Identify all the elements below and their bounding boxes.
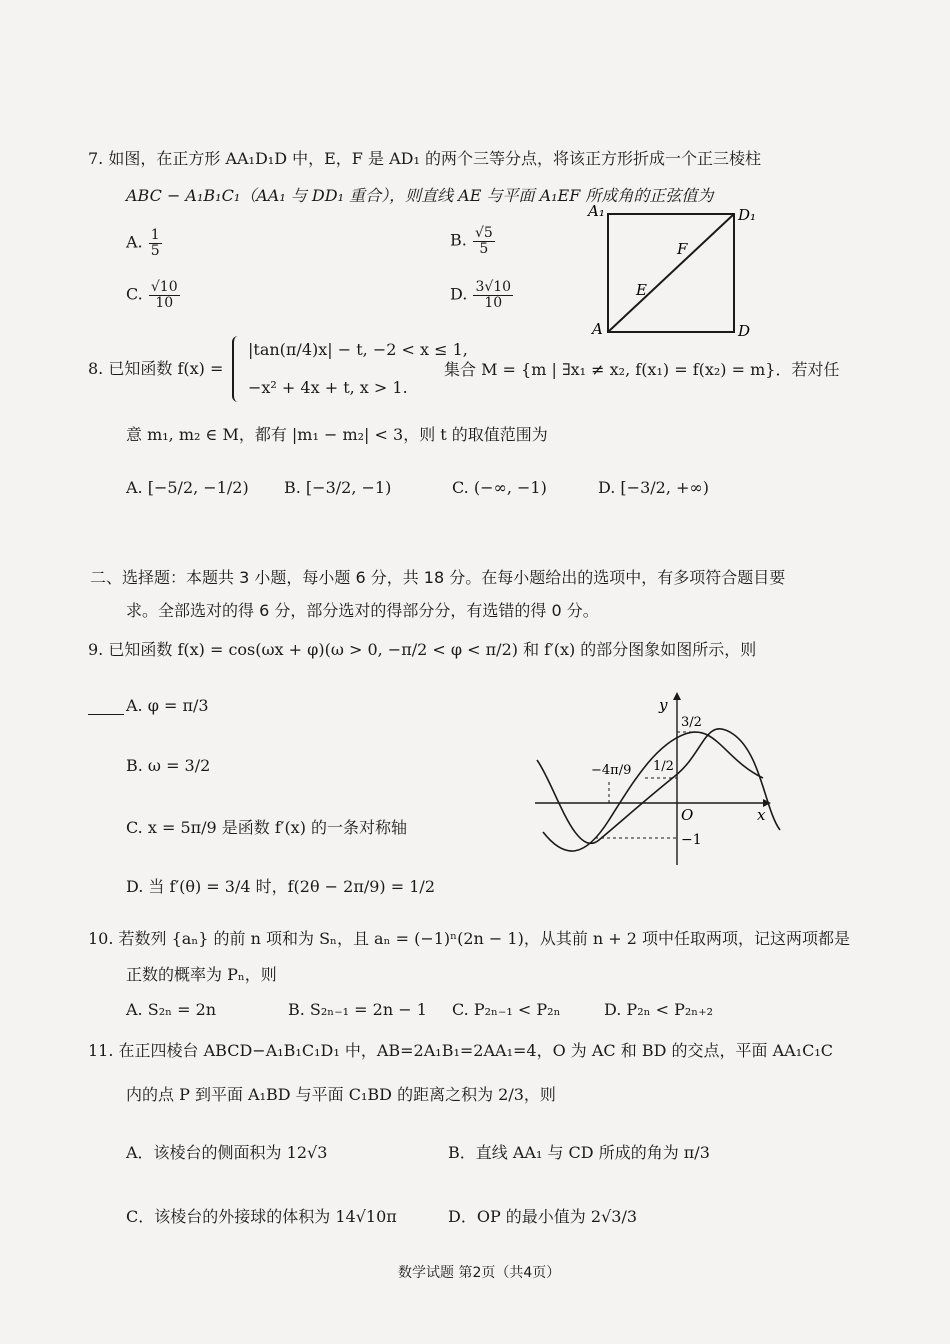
q11-line1: 11. 在正四棱台 ABCD−A₁B₁C₁D₁ 中，AB=2A₁B₁=2AA₁=4，O 为 AC 和 BD 的交点，平面 AA₁C₁C <box>88 1041 834 1060</box>
q10-option-c: C. P₂ₙ₋₁ < P₂ₙ <box>452 1000 561 1019</box>
diagonal-ad1 <box>608 214 734 332</box>
section2-line2: 求。全部选对的得 6 分，部分选对的得部分分，有选错的得 0 分。 <box>126 601 599 620</box>
q11-option-d: D．OP 的最小值为 2√3/3 <box>448 1207 638 1226</box>
label-d: D <box>738 322 751 340</box>
q11-option-b: B．直线 AA₁ 与 CD 所成的角为 π/3 <box>448 1143 710 1162</box>
label-a1: A₁ <box>588 202 605 220</box>
curve-fprime <box>537 729 780 844</box>
label-one-half: 1/2 <box>653 759 674 774</box>
q7-option-b: B. $\frac{√5}{5}$ <box>450 225 493 257</box>
q8-case2: −x² + 4x + t, x > 1. <box>248 378 408 397</box>
q10-option-b: B. S₂ₙ₋₁ = 2n − 1 <box>288 1000 427 1019</box>
q10-option-a: A. S₂ₙ = 2n <box>126 1000 217 1019</box>
label-neg-one: −1 <box>681 832 702 848</box>
q8-option-d: D. [−3/2, +∞) <box>598 478 709 497</box>
section2-line1: 二、选择题：本题共 3 小题，每小题 6 分，共 18 分。在每小题给出的选项中，有多项符合题目要 <box>90 568 786 587</box>
q7-option-c: C. $\frac{√10}{10}$ <box>126 279 178 311</box>
q7-square-figure <box>580 200 780 345</box>
q7-option-d: D. $\frac{3√10}{10}$ <box>450 279 512 311</box>
label-x: x <box>757 806 766 824</box>
q9-margin-line <box>88 714 124 715</box>
label-a: A <box>592 320 603 338</box>
q9-option-d: D. 当 f′(θ) = 3/4 时，f(2θ − 2π/9) = 1/2 <box>126 877 435 896</box>
q8-lead: 8. 已知函数 f(x) = <box>88 359 224 378</box>
q11-line2: 内的点 P 到平面 A₁BD 与平面 C₁BD 的距离之积为 2/3，则 <box>126 1085 556 1104</box>
q7-line2: ABC − A₁B₁C₁（AA₁ 与 DD₁ 重合），则直线 AE 与平面 A₁EF 所成角的正弦值为 <box>126 186 714 205</box>
q8-case1: |tan(π/4)x| − t, −2 < x ≤ 1, <box>248 340 468 359</box>
y-axis-arrow <box>673 692 681 700</box>
q7-line1: 7. 如图，在正方形 AA₁D₁D 中，E，F 是 AD₁ 的两个三等分点，将该正方形折成一个正三棱柱 <box>88 149 761 168</box>
label-d1: D₁ <box>738 206 757 224</box>
q9-stem: 9. 已知函数 f(x) = cos(ωx + φ)(ω > 0, −π/2 < φ < π/2) 和 f′(x) 的部分图象如图所示，则 <box>88 640 757 659</box>
label-neg-4pi-9: −4π/9 <box>591 763 632 778</box>
page-footer: 数学试题 第2页（共4页） <box>398 1265 561 1281</box>
q11-option-c: C．该棱台的外接球的体积为 14√10π <box>126 1207 397 1226</box>
q9-option-a: A. φ = π/3 <box>126 696 209 715</box>
q10-line2: 正数的概率为 Pₙ，则 <box>126 965 277 984</box>
q8-line2: 意 m₁, m₂ ∈ M，都有 |m₁ − m₂| < 3，则 t 的取值范围为 <box>126 425 548 444</box>
q8-option-c: C. (−∞, −1) <box>452 478 547 497</box>
q8-brace <box>232 336 242 402</box>
q8-option-a: A. [−5/2, −1/2) <box>126 478 249 497</box>
q8-set: 集合 M = {m | ∃x₁ ≠ x₂, f(x₁) = f(x₂) = m}．若对任 <box>444 360 840 379</box>
q9-option-c: C. x = 5π/9 是函数 f′(x) 的一条对称轴 <box>126 818 408 837</box>
q11-option-a: A．该棱台的侧面积为 12√3 <box>126 1143 328 1162</box>
label-origin: O <box>681 806 694 824</box>
label-e: E <box>636 281 647 299</box>
q10-line1: 10. 若数列 {aₙ} 的前 n 项和为 Sₙ，且 aₙ = (−1)ⁿ(2n − 1)，从其前 n + 2 项中任取两项，记这两项都是 <box>88 929 851 948</box>
q8-option-b: B. [−3/2, −1) <box>284 478 392 497</box>
label-f: F <box>677 240 688 258</box>
q9-option-b: B. ω = 3/2 <box>126 756 211 775</box>
q7-option-a: A. $\frac{1}{5}$ <box>126 227 160 259</box>
label-y: y <box>659 696 668 714</box>
label-three-halves: 3/2 <box>681 715 702 730</box>
q9-graph <box>535 690 785 870</box>
q10-option-d: D. P₂ₙ < P₂ₙ₊₂ <box>604 1000 714 1019</box>
